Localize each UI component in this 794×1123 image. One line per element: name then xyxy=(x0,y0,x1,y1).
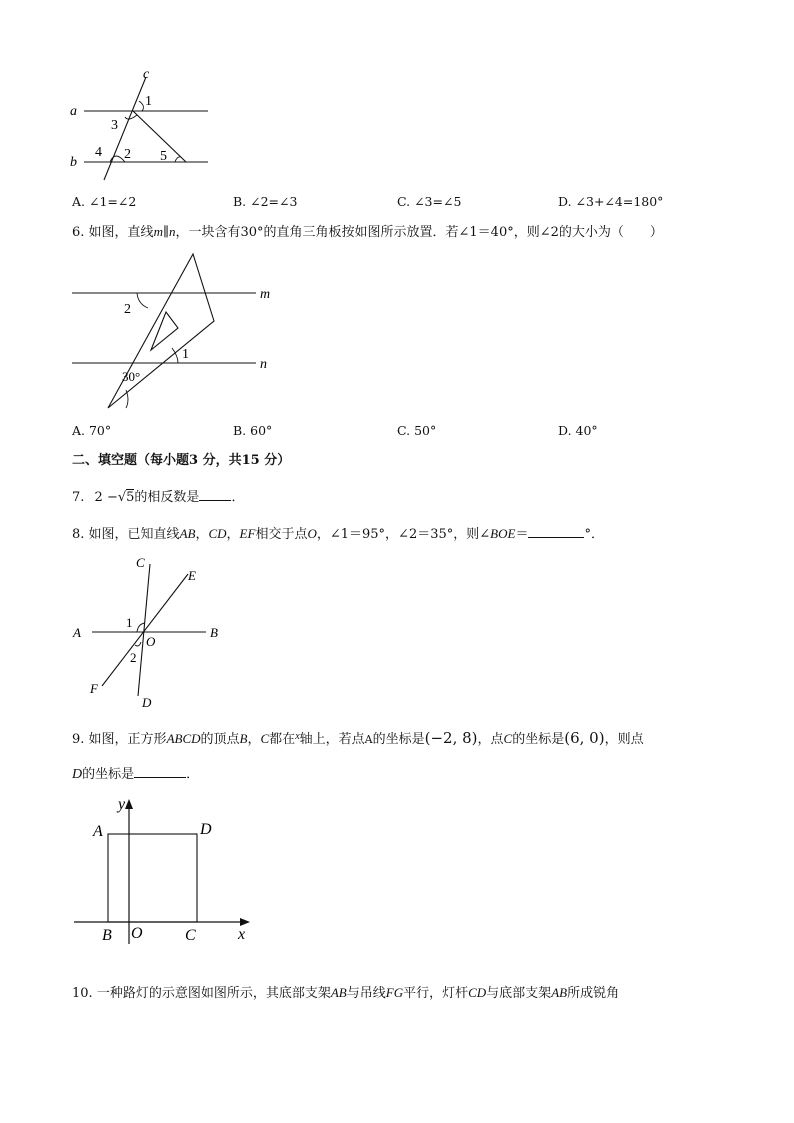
triangle-ruler-inner xyxy=(151,312,178,350)
label-F: F xyxy=(90,681,98,696)
figure-triangle-ruler xyxy=(66,250,286,410)
q9-b: B xyxy=(239,731,248,746)
label-angle-2: 2 xyxy=(130,650,137,665)
q6-parallel: ∥ xyxy=(162,225,169,240)
label-angle-3: 3 xyxy=(111,118,118,133)
line-cd xyxy=(138,564,150,696)
question-9-line-2 xyxy=(72,765,199,784)
q9-c: C xyxy=(260,731,270,746)
question-6 xyxy=(72,223,663,242)
question-8 xyxy=(72,525,604,544)
label-D: D xyxy=(200,821,212,838)
label-angle-5: 5 xyxy=(160,149,167,164)
label-y: y xyxy=(118,796,126,813)
q10-number: 10. xyxy=(72,986,93,1001)
label-E: E xyxy=(188,568,196,583)
label-angle-30: 30° xyxy=(122,369,141,384)
q5-option-b: B. ∠2=∠3 xyxy=(233,194,298,209)
q10-ab-2: AB xyxy=(551,985,568,1000)
q6-text-2: ，一块含有30°的直角三角板按如图所示放置．若∠1＝40°，则∠2的大小为（ ） xyxy=(175,225,663,240)
label-angle-2: 2 xyxy=(124,302,131,317)
question-9-line-1 xyxy=(72,728,644,749)
q7-sqrt-arg: 5 xyxy=(126,490,135,505)
label-O: O xyxy=(146,634,156,649)
q9-sep: ， xyxy=(247,732,261,747)
label-x: x xyxy=(238,926,246,943)
q7-answer-blank[interactable] xyxy=(199,488,231,501)
q5-option-d: D. ∠3+∠4=180° xyxy=(558,194,664,209)
q6-option-c: C. 50° xyxy=(397,423,437,438)
label-B: B xyxy=(102,927,112,944)
q9-abcd: ABCD xyxy=(166,731,201,746)
q8-sep-2: ， xyxy=(226,527,240,542)
label-C: C xyxy=(136,555,145,570)
q10-text-4: 与底部支架 xyxy=(486,986,552,1001)
q7-expr-a: 2 − xyxy=(94,490,118,505)
q9-d: D xyxy=(72,767,83,782)
question-10 xyxy=(72,984,619,1003)
q9-text-9: 的坐标是 xyxy=(82,767,135,782)
q6-text-1: 如图，直线 xyxy=(88,225,154,240)
label-angle-1: 1 xyxy=(145,94,152,109)
q8-ab: AB xyxy=(179,526,196,541)
q8-number: 8. xyxy=(72,527,85,542)
q8-answer-blank[interactable] xyxy=(528,525,584,538)
q9-number: 9. xyxy=(72,732,85,747)
square-abcd xyxy=(108,834,197,922)
q7-text: 的相反数是 xyxy=(134,490,200,505)
q9-text-6: ，点 xyxy=(477,732,504,747)
q9-text-7: 的坐标是 xyxy=(512,732,565,747)
q6-option-a: A. 70° xyxy=(72,423,112,438)
figure-square-coordinate xyxy=(66,792,266,952)
label-O: O xyxy=(131,925,143,942)
angle-arc-3 xyxy=(125,115,137,119)
label-angle-4: 4 xyxy=(95,145,102,160)
q8-o: O xyxy=(307,526,317,541)
q9-end: ． xyxy=(186,767,200,782)
angle-arc-2 xyxy=(137,293,148,308)
label-a: a xyxy=(70,104,77,119)
figure-parallel-lines-abc xyxy=(60,62,220,187)
label-angle-1: 1 xyxy=(126,615,133,630)
q9-a: A xyxy=(364,733,373,746)
q7-number: 7. xyxy=(72,490,85,505)
q9-text-5: 的坐标是 xyxy=(372,732,425,747)
q8-ef: EF xyxy=(239,526,256,541)
label-B: B xyxy=(210,625,218,640)
q9-text-1: 如图，正方形 xyxy=(88,732,167,747)
sqrt-icon: √ xyxy=(117,490,127,505)
q9-text-3: 都在 xyxy=(269,732,296,747)
question-7 xyxy=(72,488,244,507)
q6-n: n xyxy=(168,224,176,239)
q10-text-3: 平行，灯杆 xyxy=(403,986,469,1001)
q8-end: °． xyxy=(584,527,604,542)
q10-text-2: 与吊线 xyxy=(346,986,386,1001)
label-m: m xyxy=(260,287,271,302)
label-n: n xyxy=(260,357,267,372)
q8-text-3: ，∠1＝95°，∠2＝35°，则∠ xyxy=(316,527,491,542)
label-A: A xyxy=(93,823,103,840)
q10-text-5: 所成锐角 xyxy=(567,986,620,1001)
section-heading-fill-in: 二、填空题（每小题3 分，共15 分） xyxy=(72,453,291,468)
q9-text-4: 轴上，若点 xyxy=(299,732,365,747)
x-axis-arrow-icon xyxy=(240,918,250,926)
angle-arc-5 xyxy=(175,157,181,162)
q8-text-2: 相交于点 xyxy=(255,527,308,542)
figure-intersecting-lines xyxy=(66,552,236,712)
label-c: c xyxy=(143,67,150,82)
angle-arc-1 xyxy=(139,101,143,111)
y-axis-arrow-icon xyxy=(125,799,133,809)
q9-coord-a: (−2, 8) xyxy=(424,729,478,747)
q6-m: m xyxy=(153,224,163,239)
q8-boe: BOE xyxy=(490,526,516,541)
q9-coord-c: (6, 0) xyxy=(564,729,605,747)
q8-cd: CD xyxy=(208,526,227,541)
q10-ab: AB xyxy=(330,985,347,1000)
q6-option-d: D. 40° xyxy=(558,423,598,438)
q9-c2: C xyxy=(503,731,513,746)
q6-option-b: B. 60° xyxy=(233,423,273,438)
label-angle-2: 2 xyxy=(124,147,131,162)
q9-text-8: ，则点 xyxy=(604,732,644,747)
label-b: b xyxy=(70,155,77,170)
triangle-ruler-outer xyxy=(108,254,214,408)
q7-end: ． xyxy=(231,490,245,505)
line-ef xyxy=(102,574,188,686)
q5-option-c: C. ∠3=∠5 xyxy=(397,194,462,209)
angle-arc-1 xyxy=(172,348,178,363)
q8-text: 如图，已知直线 xyxy=(88,527,180,542)
q6-number: 6. xyxy=(72,225,85,240)
q8-text-4: ＝ xyxy=(515,527,529,542)
q9-text-2: 的顶点 xyxy=(200,732,240,747)
q9-answer-blank[interactable] xyxy=(134,765,186,778)
q10-text-1: 一种路灯的示意图如图所示，其底部支架 xyxy=(96,986,331,1001)
q10-cd: CD xyxy=(468,985,487,1000)
q10-fg: FG xyxy=(385,985,404,1000)
label-A: A xyxy=(73,625,81,640)
q8-sep-1: ， xyxy=(195,527,209,542)
q5-option-a: A. ∠1=∠2 xyxy=(72,194,137,209)
q9-x: x xyxy=(295,731,300,742)
label-C: C xyxy=(185,927,196,944)
label-angle-1: 1 xyxy=(182,347,189,362)
label-D: D xyxy=(142,695,152,710)
